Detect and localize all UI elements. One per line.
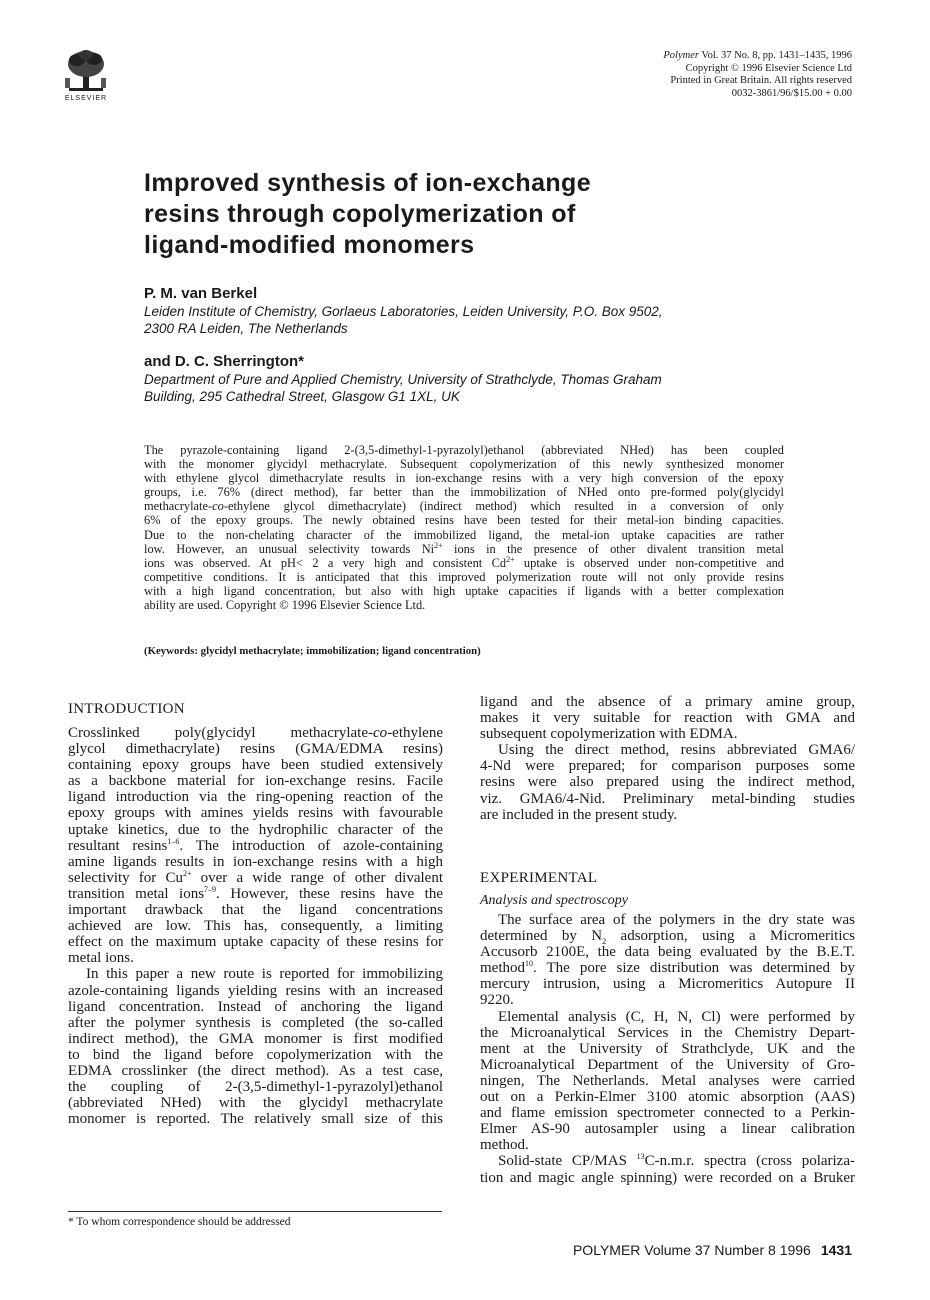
body-line: important drawback that the ligand concentrations (68, 902, 443, 919)
body-line: are included in the present study. (480, 806, 678, 823)
footnote-rule (68, 1211, 442, 1212)
elsevier-tree-icon (63, 48, 109, 94)
body-line: the coupling of 2-(3,5-dimethyl-1-pyrazolyl)ethanol (68, 1079, 443, 1096)
section-heading-experimental: EXPERIMENTAL (480, 870, 598, 886)
affiliation-line: Department of Pure and Applied Chemistry, University of Strathclyde, Thomas Graham (144, 372, 662, 387)
body-line: azole-containing ligands yielding resins with an increased (68, 982, 443, 999)
abstract-line: methacrylate-co-ethylene glycol dimethacrylate) (indirect method) which resulted in a conversion of only (144, 499, 784, 514)
body-line: viz. GMA6/4-Nid. Preliminary metal-binding studies (480, 790, 855, 807)
body-line: tion and magic angle spinning) were recorded on a Bruker (480, 1169, 855, 1186)
title-line: ligand-modified monomers (144, 231, 475, 259)
abstract-line: ions was observed. At pH< 2 a very high and consistent $Cd^{2+}$ uptake is observed under non-competitive and (144, 554, 784, 570)
page-number: 1431 (820, 1242, 852, 1258)
abstract-line: ability are used. Copyright © 1996 Elsevier Science Ltd. (144, 598, 426, 613)
body-line: amine ligands results in ion-exchange resins with a high (68, 853, 443, 870)
body-line: as a backbone material for ion-exchange resins. Facile (68, 773, 443, 790)
journal-name: Polymer (663, 50, 699, 61)
body-line: Elmer AS-90 autosampler using a linear calibration (480, 1121, 855, 1138)
section-heading-introduction: INTRODUCTION (68, 701, 185, 717)
affiliation-line: Building, 295 Cathedral Street, Glasgow G1 1XL, UK (144, 389, 460, 404)
printed-line: Printed in Great Britain. All rights reserved (670, 75, 852, 86)
body-line: transition metal ions$^{7-9}$. However, these resins have the (68, 884, 444, 902)
author-name: P. M. van Berkel (144, 285, 258, 302)
body-line: resultant resins$^{1-6}$. The introduction of azole-containing (68, 836, 443, 854)
body-line: determined by $N_2$ adsorption, using a Micromeritics (480, 928, 855, 947)
author-affiliation (144, 303, 844, 337)
body-line: Microanalytical Department of the University of Gro- (480, 1056, 855, 1073)
body-line: resins were also prepared using the indirect method, (480, 774, 855, 791)
body-line: Crosslinked poly(glycidyl methacrylate-co-ethylene (68, 725, 443, 741)
body-line: Elemental analysis (C, H, N, Cl) were performed by (498, 1008, 855, 1025)
body-line: Accusorb 2100E, the data being evaluated by the B.E.T. (480, 944, 855, 961)
abstract-line: with the monomer glycidyl methacrylate. Subsequent copolymerization of this newly synthesized monomer (144, 457, 784, 472)
body-line: indirect method), the GMA monomer is first modified (68, 1030, 443, 1047)
volume-info: Vol. 37 No. 8, pp. 1431–1435, 1996 (698, 50, 852, 61)
abstract-line: groups, i.e. 76% (direct method), far better than the immobilization of NHed onto pre-formed poly(glycidyl (144, 485, 784, 500)
body-line: the Microanalytical Services in the Chemistry Depart- (480, 1024, 855, 1041)
publisher-name: ELSEVIER (64, 95, 108, 102)
body-line: effect on the maximum uptake capacity of these resins for (68, 934, 443, 951)
abstract-line: Due to the non-chelating character of the immobilized ligand, the metal-ion uptake capacities are rather (144, 527, 784, 542)
body-line: The surface area of the polymers in the dry state was (498, 912, 855, 928)
body-line: containing epoxy groups have been studied extensively (68, 757, 443, 774)
body-line: (abbreviated NHed) with the glycidyl methacrylate (68, 1095, 443, 1112)
footnote: * To whom correspondence should be addressed (68, 1216, 291, 1228)
page-footer (573, 1242, 852, 1258)
right-column-body-b (480, 912, 855, 1186)
body-line: and flame emission spectrometer connected to a Perkin- (480, 1105, 855, 1122)
body-line: out on a Perkin-Elmer 3100 atomic absorption (AAS) (480, 1089, 855, 1106)
abstract-line: 6% of the epoxy groups. The newly obtained resins have been tested for their metal-ion binding capacities. (144, 513, 784, 528)
citation-journal-line (663, 50, 852, 63)
subsection-heading: Analysis and spectroscopy (480, 893, 629, 908)
keywords: (Keywords: glycidyl methacrylate; immobilization; ligand concentration) (144, 645, 481, 657)
body-line: metal ions. (68, 950, 134, 967)
left-column-body (68, 725, 443, 1127)
body-line: ment at the University of Strathclyde, UK and the (480, 1040, 855, 1057)
body-line: Using the direct method, resins abbreviated GMA6/ (498, 742, 855, 759)
right-column-body-a (480, 694, 855, 823)
author-2 (144, 352, 844, 405)
body-line: 4-Nd were prepared; for comparison purposes some (480, 758, 855, 775)
body-line: glycol dimethacrylate) resins (GMA/EDMA resins) (68, 741, 443, 758)
body-line: mercury intrusion, using a Micromeritics Autopure II (480, 976, 855, 993)
body-line: after the polymer synthesis is completed (the so-called (68, 1014, 443, 1031)
affiliation-line: Leiden Institute of Chemistry, Gorlaeus Laboratories, Leiden University, P.O. Box 9502, (144, 304, 663, 319)
body-line: ligand introduction via the ring-opening reaction of the (68, 789, 443, 806)
body-line: Solid-state CP/MAS $^{13}$C-n.m.r. spectra (cross polariza- (498, 1152, 855, 1170)
abstract-line: competitive conditions. It is anticipated that this improved polymerization route will not only provide resins (144, 569, 784, 584)
body-line: ningen, The Netherlands. Metal analyses were carried (480, 1072, 855, 1089)
body-line: ligand and the absence of a primary amine group, (480, 694, 855, 710)
author-1 (144, 284, 844, 337)
article-title (144, 168, 784, 261)
title-line: Improved synthesis of ion-exchange (144, 169, 592, 197)
publisher-logo (58, 48, 114, 102)
copyright-line: Copyright © 1996 Elsevier Science Ltd (685, 62, 852, 74)
affiliation-line: 2300 RA Leiden, The Netherlands (144, 321, 348, 336)
body-line: method$^{10}$. The pore size distribution was determined by (480, 959, 855, 977)
price-code: 0032-3861/96/$15.00 + 0.00 (731, 87, 852, 99)
abstract (144, 443, 784, 612)
title-line: resins through copolymerization of (144, 200, 576, 228)
body-line: ligand concentration. Instead of anchoring the ligand (68, 998, 443, 1015)
footer-journal-line: POLYMER Volume 37 Number 8 1996 (572, 1242, 811, 1258)
abstract-line: with ethylene glycol dimethacrylate results in ion-exchange resins with a very high conversion of the epoxy (144, 471, 784, 486)
abstract-line: low. However, an unusual selectivity towards $Ni^{2+}$ ions in the presence of other divalent transition metal (144, 540, 785, 556)
body-line: In this paper a new route is reported for immobilizing (86, 966, 443, 983)
body-line: to bind the ligand before copolymerization with the (68, 1046, 443, 1063)
body-line: achieved are low. This has, consequently, a limiting (68, 918, 443, 935)
body-line: 9220. (480, 992, 514, 1009)
citation-block (663, 50, 852, 100)
author-name: and D. C. Sherrington* (144, 353, 305, 370)
body-line: makes it very suitable for reaction with GMA and (480, 710, 855, 727)
abstract-line: with a high ligand concentration, but also with high uptake capacities if ligands with a better complexation (144, 583, 784, 598)
body-line: EDMA crosslinker (the direct method). As a test case, (68, 1062, 443, 1079)
body-line: epoxy groups with amines yields resins with favourable (68, 805, 443, 822)
abstract-line: The pyrazole-containing ligand 2-(3,5-dimethyl-1-pyrazolyl)ethanol (abbreviated NHed) has been coupled (144, 443, 784, 457)
body-line: subsequent copolymerization with EDMA. (480, 726, 738, 743)
body-line: method. (480, 1137, 529, 1154)
author-affiliation (144, 371, 844, 405)
body-line: selectivity for $Cu^{2+}$ over a wide range of other divalent (68, 868, 443, 886)
body-line: uptake kinetics, due to the hydrophilic character of the (68, 821, 443, 838)
body-line: monomer is reported. The relatively small size of this (68, 1111, 443, 1128)
